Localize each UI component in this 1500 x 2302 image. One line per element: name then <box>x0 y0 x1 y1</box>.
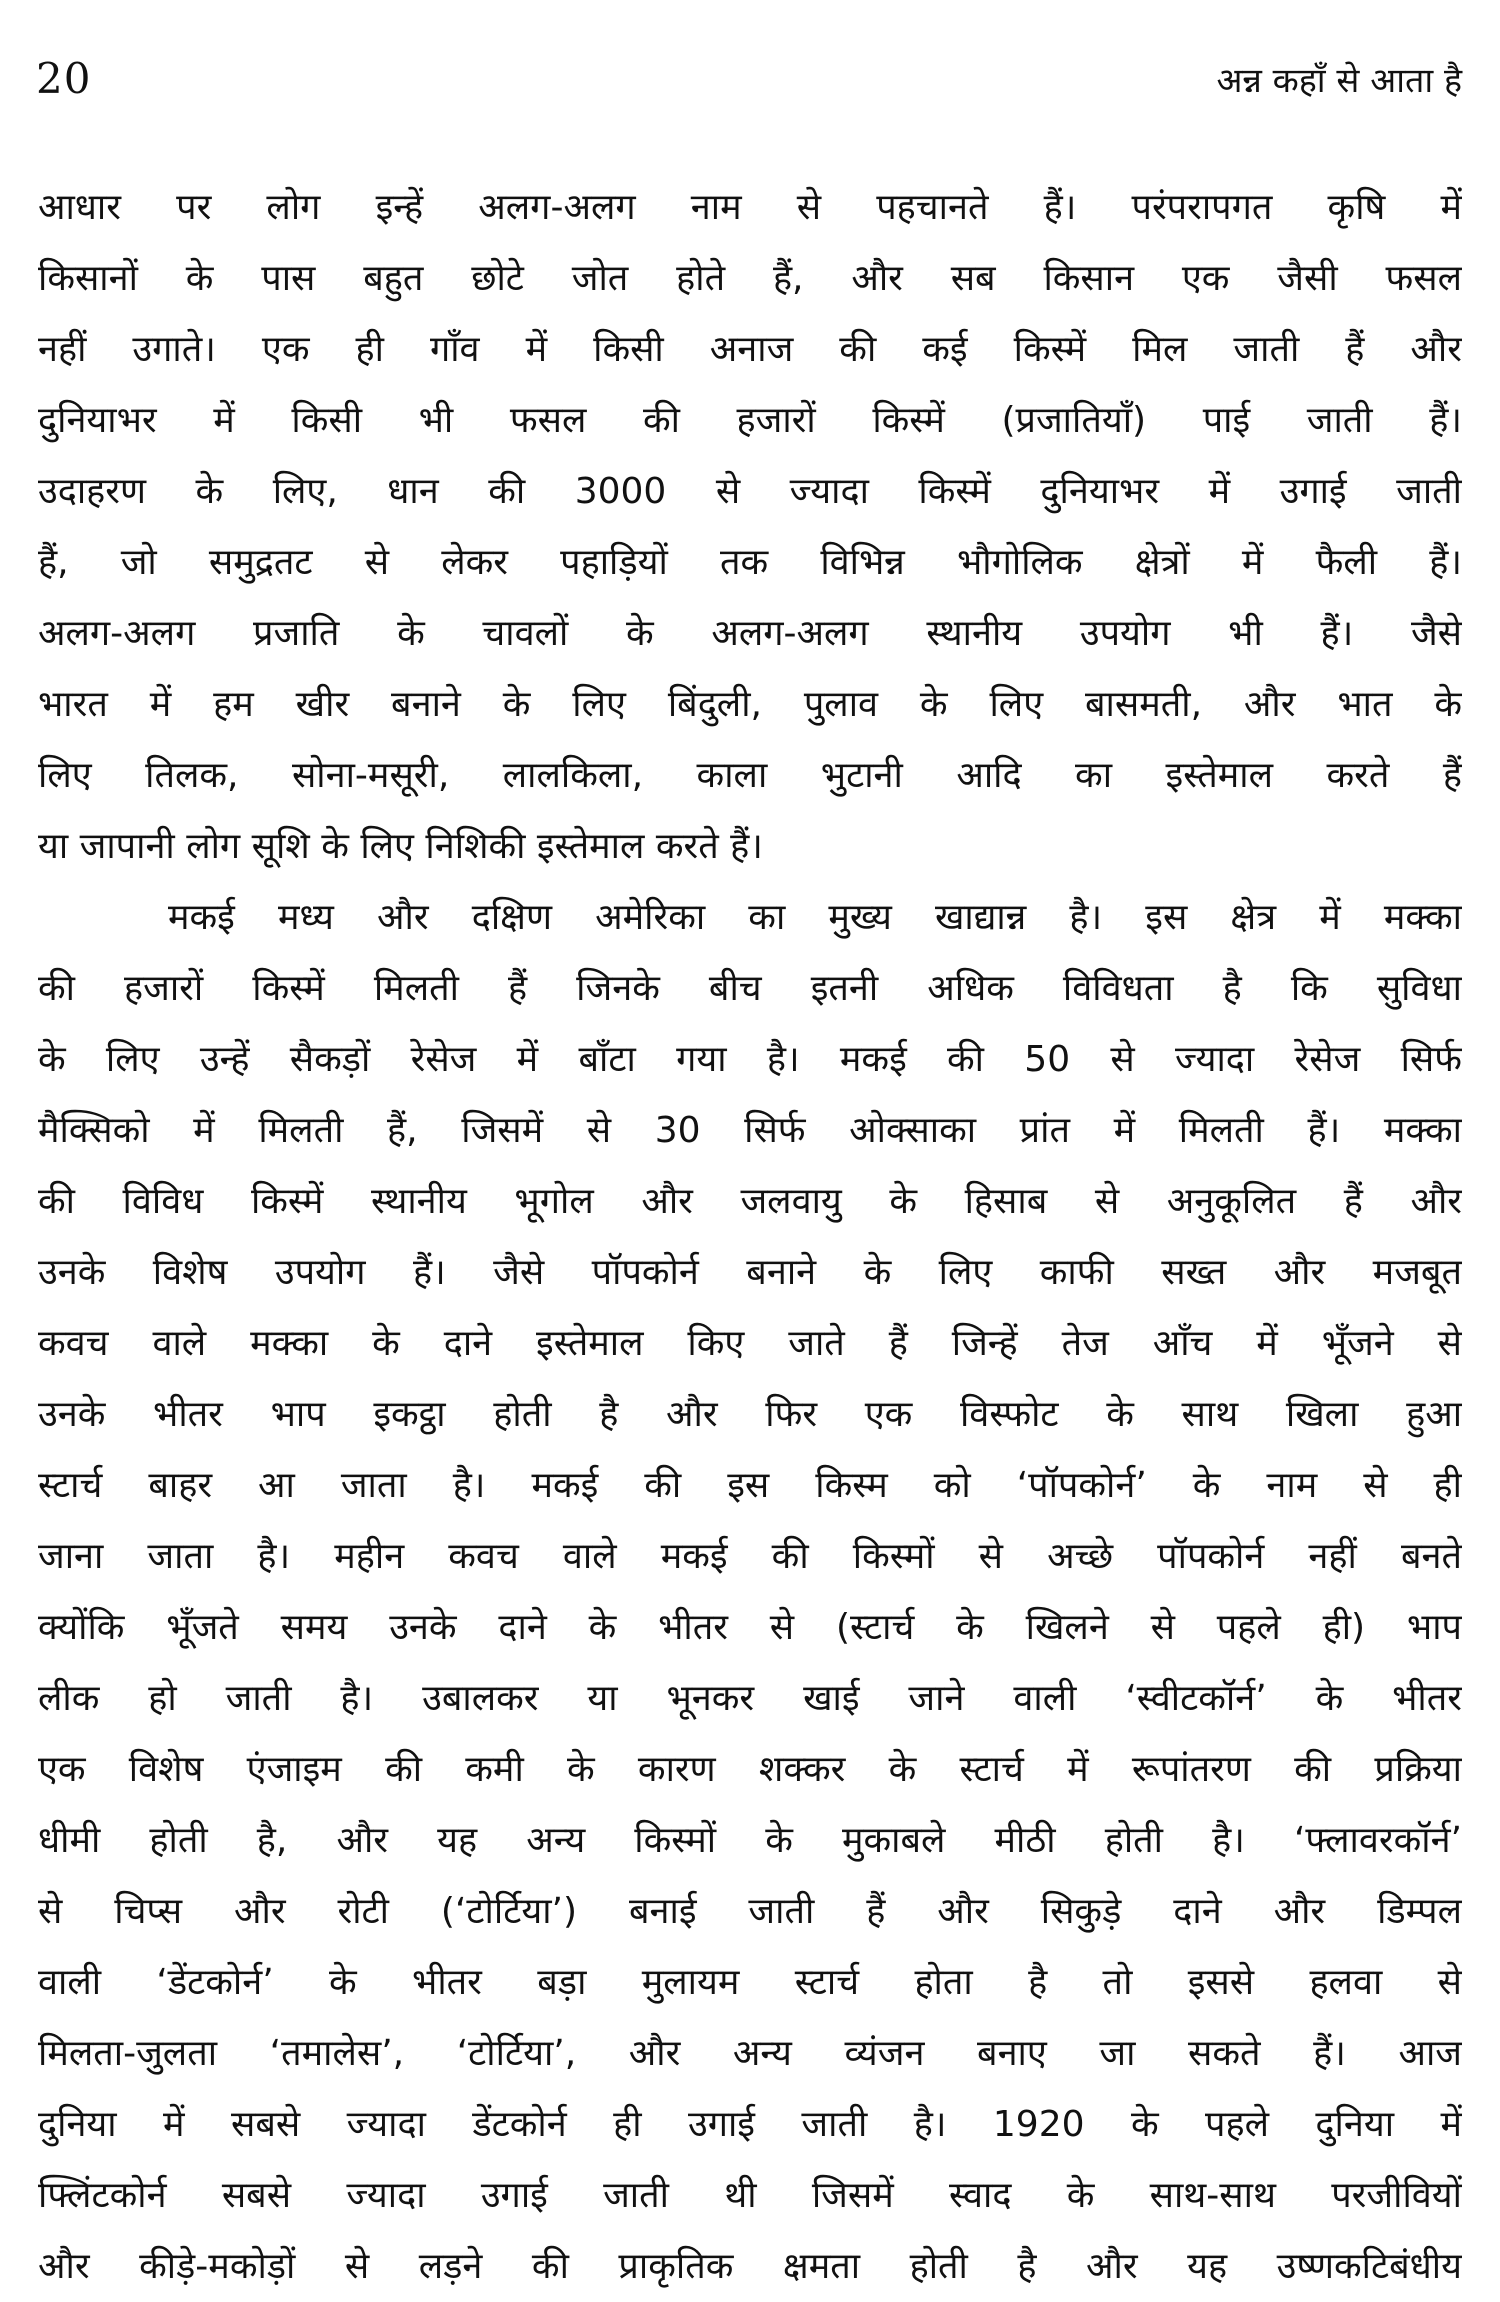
text-line: मैक्सिको में मिलती हैं, जिसमें से 30 सिर्फ ओक्साका प्रांत में मिलती हैं। मक्का <box>38 1110 1462 1151</box>
text-line: जाना जाता है। महीन कवच वाले मकई की किस्मों से अच्छे पॉपकोर्न नहीं बनते <box>38 1536 1462 1577</box>
text-line: लीक हो जाती है। उबालकर या भूनकर खाई जाने वाली ‘स्वीटकॉर्न’ के भीतर <box>38 1678 1462 1719</box>
text-line: की विविध किस्में स्थानीय भूगोल और जलवायु के हिसाब से अनुकूलित हैं और <box>38 1181 1462 1222</box>
text-line: किसानों के पास बहुत छोटे जोत होते हैं, और सब किसान एक जैसी फसल <box>38 258 1462 299</box>
text-line: क्योंकि भूँजते समय उनके दाने के भीतर से (स्टार्च के खिलने से पहले ही) भाप <box>38 1607 1462 1648</box>
text-line: एक विशेष एंजाइम की कमी के कारण शक्कर के स्टार्च में रूपांतरण की प्रक्रिया <box>38 1749 1462 1790</box>
text-line: और कीड़े-मकोड़ों से लड़ने की प्राकृतिक क्षमता होती है और यह उष्णकटिबंधीय <box>38 2246 1462 2287</box>
text-line: स्टार्च बाहर आ जाता है। मकई की इस किस्म को ‘पॉपकोर्न’ के नाम से ही <box>38 1465 1462 1506</box>
text-line: के लिए उन्हें सैकड़ों रेसेज में बाँटा गया है। मकई की 50 से ज्यादा रेसेज सिर्फ <box>38 1039 1462 1080</box>
text-line: उनके भीतर भाप इकट्ठा होती है और फिर एक विस्फोट के साथ खिला हुआ <box>38 1394 1462 1435</box>
text-line: हैं, जो समुद्रतट से लेकर पहाड़ियों तक विभिन्न भौगोलिक क्षेत्रों में फैली हैं। <box>38 542 1462 583</box>
body-text <box>38 172 1462 2302</box>
text-line: दुनियाभर में किसी भी फसल की हजारों किस्में (प्रजातियाँ) पाई जाती हैं। <box>38 400 1462 441</box>
text-line: लिए तिलक, सोना-मसूरी, लालकिला, काला भुटानी आदि का इस्तेमाल करते हैं <box>38 755 1462 796</box>
text-line: आधार पर लोग इन्हें अलग-अलग नाम से पहचानते हैं। परंपरापगत कृषि में <box>38 187 1462 228</box>
text-line: वाली ‘डेंटकोर्न’ के भीतर बड़ा मुलायम स्टार्च होता है तो इससे हलवा से <box>38 1962 1462 2003</box>
running-title: अन्न कहाँ से आता है <box>1216 61 1462 101</box>
text-line: फ्लिंटकोर्न सबसे ज्यादा उगाई जाती थी जिसमें स्वाद के साथ-साथ परजीवियों <box>38 2175 1462 2216</box>
page-number: 20 <box>36 54 92 103</box>
text-line: से चिप्स और रोटी (‘टोर्टिया’) बनाई जाती हैं और सिकुड़े दाने और डिम्पल <box>38 1891 1462 1932</box>
text-line: भारत में हम खीर बनाने के लिए बिंदुली, पुलाव के लिए बासमती, और भात के <box>38 684 1462 725</box>
text-line: मिलता-जुलता ‘तमालेस’, ‘टोर्टिया’, और अन्य व्यंजन बनाए जा सकते हैं। आज <box>38 2033 1462 2074</box>
text-line: उदाहरण के लिए, धान की 3000 से ज्यादा किस्में दुनियाभर में उगाई जाती <box>38 471 1462 512</box>
text-line: या जापानी लोग सूशि के लिए निशिकी इस्तेमाल करते हैं। <box>38 826 763 867</box>
text-line: धीमी होती है, और यह अन्य किस्मों के मुकाबले मीठी होती है। ‘फ्लावरकॉर्न’ <box>38 1820 1462 1861</box>
text-line-indented: मकई मध्य और दक्षिण अमेरिका का मुख्य खाद्यान्न है। इस क्षेत्र में मक्का <box>168 897 1462 938</box>
text-line: नहीं उगाते। एक ही गाँव में किसी अनाज की कई किस्में मिल जाती हैं और <box>38 329 1462 370</box>
text-line: दुनिया में सबसे ज्यादा डेंटकोर्न ही उगाई जाती है। 1920 के पहले दुनिया में <box>38 2104 1462 2145</box>
text-line: की हजारों किस्में मिलती हैं जिनके बीच इतनी अधिक विविधता है कि सुविधा <box>38 968 1462 1009</box>
text-line: कवच वाले मक्का के दाने इस्तेमाल किए जाते हैं जिन्हें तेज आँच में भूँजने से <box>38 1323 1462 1364</box>
text-line: अलग-अलग प्रजाति के चावलों के अलग-अलग स्थानीय उपयोग भी हैं। जैसे <box>38 613 1462 654</box>
text-line: उनके विशेष उपयोग हैं। जैसे पॉपकोर्न बनाने के लिए काफी सख्त और मजबूत <box>38 1252 1462 1293</box>
